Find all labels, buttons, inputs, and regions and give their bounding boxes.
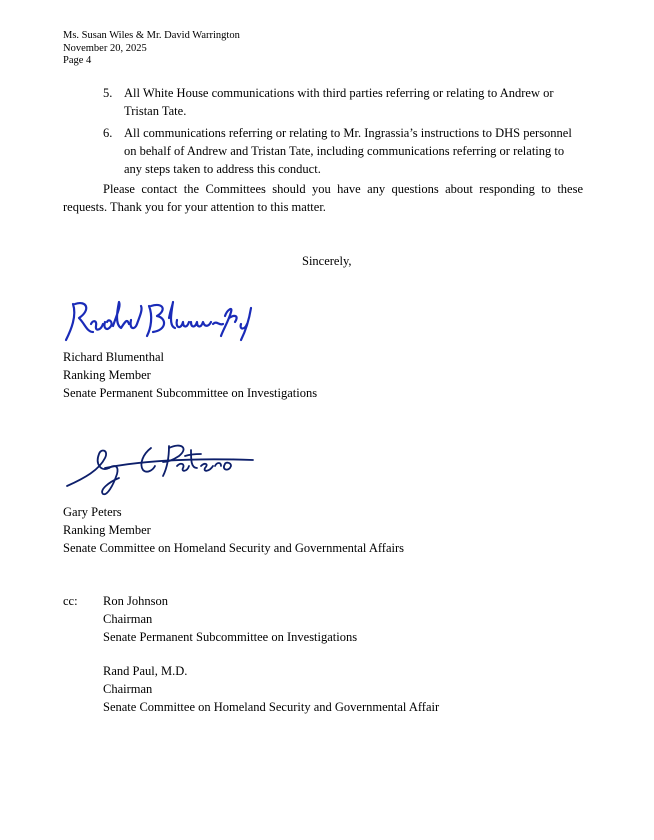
signer-role: Ranking Member — [63, 523, 151, 537]
cc-recipient — [103, 662, 439, 716]
header-date: November 20, 2025 — [63, 42, 147, 54]
letter-header — [63, 30, 240, 68]
cc-recipient-committee: Senate Permanent Subcommittee on Investigations — [103, 630, 358, 644]
valediction: Sincerely, — [302, 254, 352, 268]
header-recipients: Ms. Susan Wiles & Mr. David Warrington — [63, 30, 240, 41]
signature-peters — [65, 440, 255, 500]
request-item — [63, 84, 583, 120]
request-item — [63, 124, 583, 178]
cc-recipient-name: Ron Johnson — [103, 594, 168, 608]
request-list — [63, 84, 583, 182]
cc-recipient-role: Chairman — [103, 612, 153, 626]
signer-block — [63, 348, 317, 402]
request-text: All communications referring or relating to Mr. Ingrassia’s instructions to DHS personnel on behalf of Andrew and Tristan Tate, including communications referring or relating to any steps taken to address this conduct. — [124, 126, 572, 176]
cc-recipient — [103, 592, 357, 646]
signer-role: Ranking Member — [63, 368, 151, 382]
signature-blumenthal — [63, 296, 263, 346]
cc-recipient-name: Rand Paul, M.D. — [103, 664, 188, 678]
request-number: 5. — [103, 86, 113, 100]
cc-recipient-role: Chairman — [103, 682, 153, 696]
signer-name: Gary Peters — [63, 505, 122, 519]
request-number: 6. — [103, 126, 113, 140]
request-text: All White House communications with third parties referring or relating to Andrew or Tristan Tate. — [124, 86, 554, 118]
cc-recipient-committee: Senate Committee on Homeland Security and Governmental Affair — [103, 700, 440, 714]
signer-committee: Senate Committee on Homeland Security and Governmental Affairs — [63, 541, 405, 555]
cc-label: cc: — [63, 594, 78, 608]
header-page-number: Page 4 — [63, 55, 92, 66]
signer-committee: Senate Permanent Subcommittee on Investigations — [63, 386, 318, 400]
signer-name: Richard Blumenthal — [63, 350, 165, 364]
signer-block — [63, 503, 404, 557]
closing-paragraph: Please contact the Committees should you have any questions about responding to these requests. Thank you for your attention to this matter. — [63, 182, 583, 214]
